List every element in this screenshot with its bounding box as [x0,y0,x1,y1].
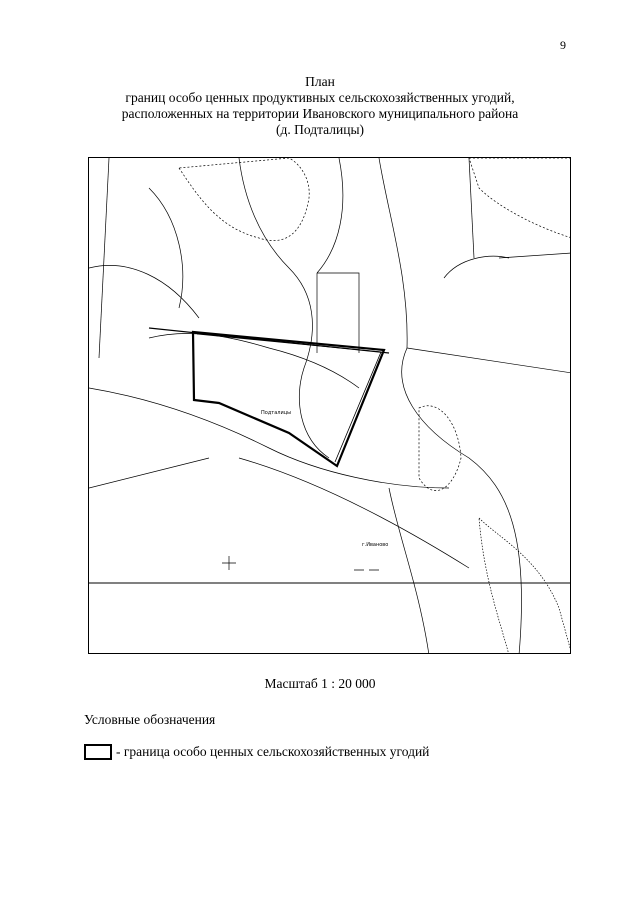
map-drawing [89,158,571,654]
forest-area [419,406,461,491]
town-label: г.Иваново [362,542,389,548]
road [239,458,469,568]
forest-area [479,518,571,654]
legend-item-label: - граница особо ценных сельскохозяйственных угодий [116,744,430,759]
map-scale: Масштаб 1 : 20 000 [264,676,376,691]
field-line [389,488,429,654]
field-line [499,253,571,258]
boundary-swatch [84,744,112,760]
cadastral-map [88,157,571,654]
legend-item [84,744,429,760]
survey-mark [222,556,236,570]
field-line [89,388,449,488]
river [149,333,359,388]
village-label: Подталицы [261,410,292,416]
title-line-1: План [305,74,335,89]
field-line [89,458,209,488]
field-line [317,158,343,273]
protected-boundary-inner [197,334,381,462]
field-line [407,348,571,373]
field-line [99,158,109,358]
forest-area [179,158,309,241]
document-title [0,74,640,138]
field-line [469,158,474,258]
field-line [379,158,407,348]
field-line [444,256,509,278]
page-number: 9 [560,38,566,52]
forest-area [469,158,571,238]
legend-title: Условные обозначения [84,712,216,727]
title-line-3: расположенных на территории Ивановского муниципального района [121,106,519,121]
field-line [149,188,183,308]
title-line-4: (д. Подталицы) [275,122,365,137]
protected-boundary [193,332,384,466]
title-line-2: границ особо ценных продуктивных сельскохозяйственных угодий, [125,90,515,105]
field-line [317,273,359,353]
